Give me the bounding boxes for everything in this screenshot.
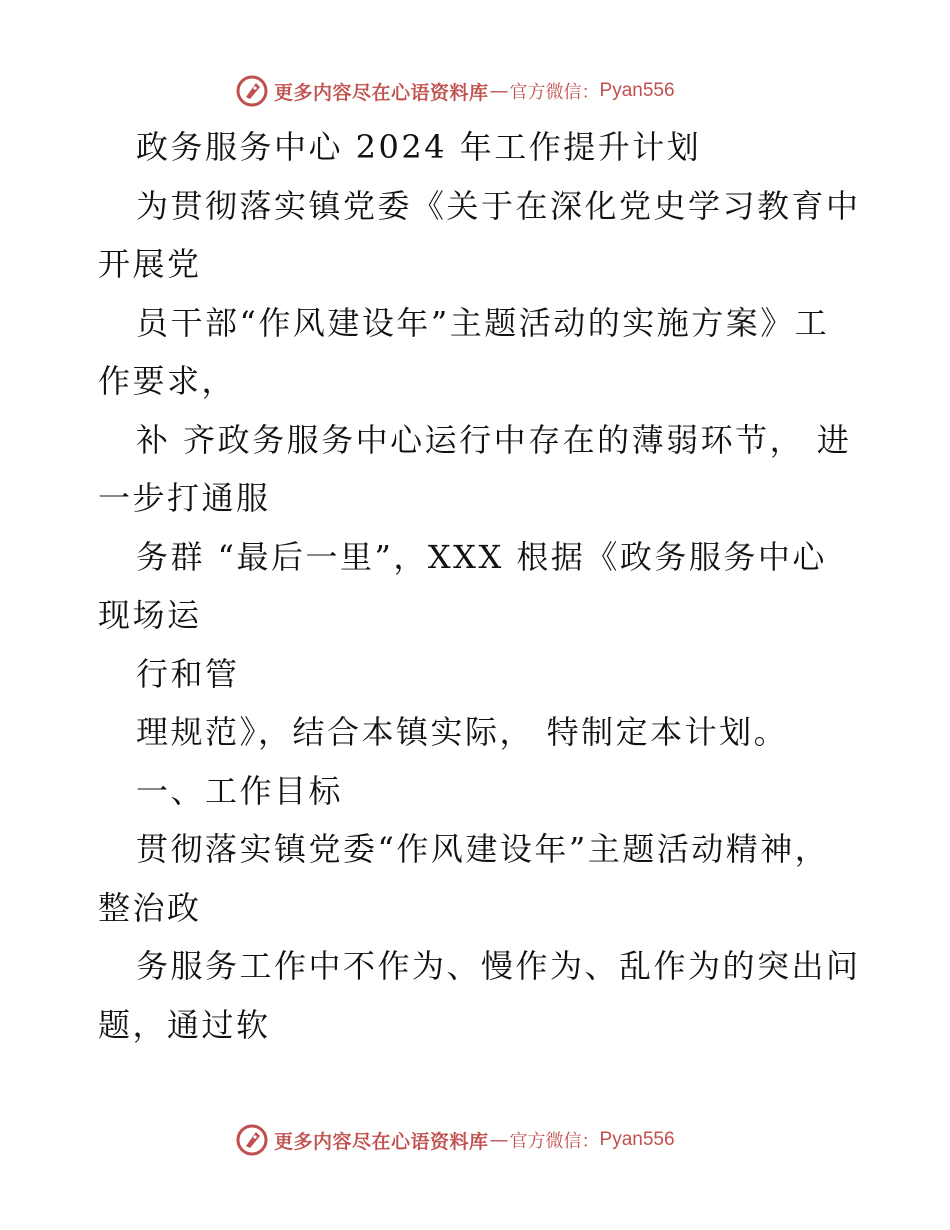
pen-nib-circle-icon [236,75,268,107]
banner-wechat-account: Pyan556 [599,80,675,101]
document-line: 行和管 [136,655,240,693]
section-heading: 一、工作目标 [136,772,344,810]
footer-banner [236,1123,675,1157]
document-line: 开展党 [98,245,202,283]
document-line: 现场运 [98,596,202,634]
document-line: 补 齐政务服务中心运行中存在的薄弱环节， 进 [136,421,852,459]
banner-brand-text: 更多内容尽在心语资料库 [274,1130,489,1153]
banner-brand-text: 更多内容尽在心语资料库 [274,81,489,104]
pen-nib-circle-icon [236,1124,268,1156]
document-line: 理规范》，结合本镇实际， 特制定本计划。 [136,713,789,751]
document-line: 员干部“作风建设年”主题活动的实施方案》工 [136,304,830,342]
document-line: 务群 “最后一里”，XXX 根据《政务服务中心 [136,538,827,576]
document-line: 整治政 [98,889,202,927]
document-line: 作要求， [98,362,237,400]
header-banner [236,74,675,108]
document-line: 一步打通服 [98,479,271,517]
banner-dash: — [489,80,509,102]
document-line: 为贯彻落实镇党委《关于在深化党史学习教育中 [136,187,861,225]
banner-dash: — [489,1129,509,1151]
banner-wechat-account: Pyan556 [599,1129,675,1150]
document-title: 政务服务中心 2024 年工作提升计划 [136,128,702,166]
document-line: 题，通过软 [98,1006,271,1044]
document-line: 贯彻落实镇党委“作风建设年”主题活动精神， [136,830,830,868]
banner-wechat-label: 官方微信： [509,1131,600,1152]
document-line: 务服务工作中不作为、慢作为、乱作为的突出问 [136,947,861,985]
banner-wechat-label: 官方微信： [509,82,600,103]
